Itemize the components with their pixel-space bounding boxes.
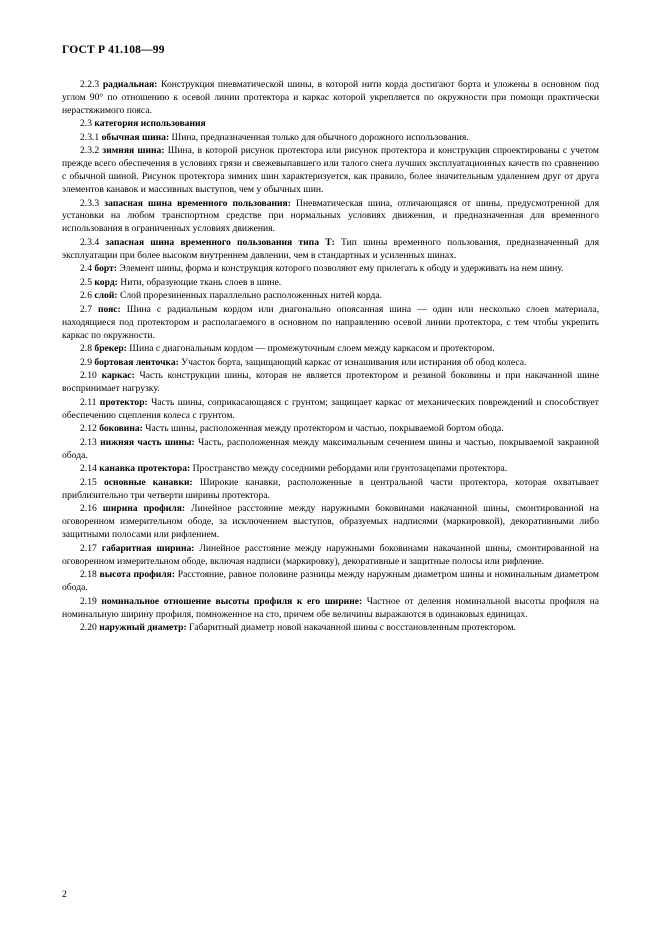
- clause-number: 2.16: [80, 503, 97, 515]
- definition-text: Нити, образующие ткань слоев в шине.: [117, 276, 282, 288]
- definition-text: Пневматическая шина, отличающаяся от шины, предусмотренной для установки на любом транспортном средстве при нормальных условиях движения, и предназначенная для временного использования в ограниченных условиях движения.: [62, 197, 599, 235]
- definition-paragraph: [62, 290, 599, 303]
- definition-text: Часть, расположенная между максимальным сечением шины и частью, покрываемой закраиной обода.: [62, 436, 600, 461]
- definition-text: Часть шины, расположенная между протектором и частью, покрываемой бортом обода.: [142, 423, 504, 435]
- term-label: обычная шина:: [101, 131, 170, 143]
- definition-text: Пространство между соседними ребордами или грунтозацепами протектора.: [190, 463, 508, 475]
- term-label: запасная шина временного пользования типа Т:: [105, 236, 335, 248]
- definition-paragraph: [62, 237, 599, 263]
- clause-number: 2.8: [80, 343, 92, 355]
- definition-text: Часть шины, соприкасающаяся с грунтом; защищает каркас от механических повреждений и способствует обеспечению сцепления колеса с грунтом.: [62, 396, 599, 421]
- term-label: каркас:: [101, 370, 135, 382]
- term-label: номинальное отношение высоты профиля к его ширине:: [101, 595, 363, 607]
- term-label: высота профиля:: [99, 569, 176, 581]
- definition-paragraph: [62, 543, 599, 569]
- definition-paragraph: [62, 357, 599, 370]
- definition-paragraph: [62, 423, 599, 436]
- clause-number: 2.2.3: [80, 78, 100, 90]
- definition-text: Слой прорезиненных параллельно расположенных нитей корда.: [117, 290, 383, 302]
- definition-text: Широкие канавки, расположенные в центральной части протектора, которая охватывает приблизительно три четверти ширины протектора.: [62, 476, 599, 501]
- definition-text: Часть конструкции шины, которая не является протектором и резиной боковины и при накачанной шине воспринимает нагрузку.: [62, 370, 599, 395]
- definition-text: Линейное расстояние между наружными боковинами накачанной шины, смонтированной на оговоренном измерительном ободе, включая надписи (маркировку), декоративные и защитные полосы или рифление.: [62, 542, 600, 567]
- term-label: наружный диаметр:: [99, 622, 187, 633]
- clause-number: 2.11: [80, 396, 97, 408]
- definition-paragraph: [62, 370, 599, 396]
- clause-number: 2.3.3: [80, 197, 100, 209]
- definition-paragraph: [62, 304, 599, 343]
- clause-number: 2.3.2: [80, 145, 100, 157]
- term-label: зимняя шина:: [102, 145, 165, 157]
- term-label: нижняя часть шины:: [100, 436, 195, 448]
- term-label: запасная шина временного пользования:: [104, 197, 291, 209]
- definition-text: Линейное расстояние между наружными боковинами накачанной шины, смонтированной на оговоренном измерительном ободе, за исключением выступов, образуемых надписями (маркировкой), декоративными либо защитными полосами или рифлением.: [62, 503, 599, 541]
- definition-paragraph: [62, 198, 599, 237]
- definition-paragraph: [62, 503, 599, 542]
- term-label: пояс:: [97, 303, 121, 315]
- definition-text: Шина, предназначенная только для обычного дорожного использования.: [169, 131, 469, 143]
- page-number: 2: [62, 889, 67, 901]
- definition-paragraph: [62, 277, 599, 290]
- clause-number: 2.3: [80, 118, 92, 130]
- clause-number: 2.10: [80, 370, 97, 382]
- definition-paragraph: [62, 569, 599, 595]
- term-label: слой:: [94, 290, 118, 302]
- section-heading: [62, 118, 599, 131]
- term-label: корд:: [94, 276, 118, 288]
- definition-paragraph: [62, 397, 599, 423]
- definition-text: Участок борта, защищающий каркас от изнашивания или истирания об обод колеса.: [178, 356, 527, 368]
- clause-number: 2.13: [80, 436, 97, 448]
- clause-number: 2.4: [80, 263, 92, 275]
- term-label: категория использования: [94, 118, 206, 130]
- definition-paragraph: [62, 477, 599, 503]
- clause-number: 2.6: [80, 290, 92, 302]
- definition-paragraph: [62, 145, 599, 197]
- term-label: ширина профиля:: [102, 503, 186, 515]
- definition-text: Тип шины временного пользования, предназначенный для эксплуатации при более высоком внутреннем давлении, чем в стандартных и усиленных шинах.: [62, 236, 599, 261]
- term-label: радиальная:: [102, 78, 158, 90]
- definition-paragraph: [62, 622, 599, 635]
- term-label: бортовая ленточка:: [94, 356, 179, 368]
- term-label: габаритная ширина:: [101, 542, 195, 554]
- definition-text: Габаритный диаметр новой накачанной шины с восстановленным протектором.: [186, 622, 516, 633]
- definition-paragraph: [62, 263, 599, 276]
- clause-number: 2.18: [80, 569, 97, 581]
- clause-number: 2.5: [80, 276, 92, 288]
- definition-text: Шина с радиальным кордом или диагонально опоясанная шина — один или несколько слоев материала, находящиеся под протектором и располагаемого в основном по направлению осевой линии протектора, с тем чтобы укрепить каркас по окружности.: [62, 303, 599, 341]
- clause-number: 2.14: [80, 463, 97, 475]
- definition-text: Шина с диагональным кордом — промежуточным слоем между каркасом и протектором.: [126, 343, 495, 355]
- definition-text: Расстояние, равное половине разницы между наружным диаметром шины и номинальным диаметром обода.: [62, 569, 599, 594]
- definition-text: Шина, в которой рисунок протектора или рисунок протектора и конструкция спроектированы с учетом прежде всего обеспечения в условиях грязи и свежевыпавшего или талого снега лучших эксплуатационных качеств по сравнению с обычной шиной. Рисунок протектора зимних шин характеризуется, как правило, более значительным удалением друг от друга элементов канавок и массивных выступов, чем у обычных шин.: [62, 145, 599, 196]
- definition-paragraph: [62, 596, 599, 622]
- clause-number: 2.9: [80, 356, 92, 368]
- term-label: боковина:: [99, 423, 143, 435]
- clause-number: 2.19: [80, 595, 97, 607]
- clause-number: 2.12: [80, 423, 97, 435]
- term-label: борт:: [94, 263, 117, 275]
- clause-number: 2.3.1: [80, 131, 100, 143]
- definition-paragraph: [62, 343, 599, 356]
- document-standard-header: ГОСТ Р 41.108—99: [62, 44, 165, 56]
- term-label: брекер:: [94, 343, 127, 355]
- clause-number: 2.17: [80, 542, 97, 554]
- clause-number: 2.7: [80, 303, 92, 315]
- definition-paragraph: [62, 437, 599, 463]
- definition-text: Частное от деления номинальной высоты профиля на номинальную ширину профиля, помноженное на сто, причем обе величины выражаются в одинаковых единицах.: [62, 595, 600, 620]
- definition-paragraph: [62, 132, 599, 145]
- term-label: протектор:: [99, 396, 148, 408]
- definition-paragraph: [62, 79, 599, 118]
- definition-paragraph: [62, 463, 599, 476]
- clause-number: 2.20: [80, 622, 97, 633]
- document-body: [62, 79, 599, 635]
- clause-number: 2.15: [80, 476, 97, 488]
- definition-text: Конструкция пневматической шины, в которой нити корда достигают борта и уложены в основном под углом 90° по отношению к осевой линии протектора и каркас которой укрепляется по окружности при помощи практически нерастяжимого пояса.: [62, 78, 599, 116]
- term-label: основные канавки:: [104, 476, 193, 488]
- clause-number: 2.3.4: [80, 236, 100, 248]
- term-label: канавка протектора:: [99, 463, 191, 475]
- definition-text: Элемент шины, форма и конструкция которого позволяют ему прилегать к ободу и удерживать на нем шину.: [117, 263, 564, 275]
